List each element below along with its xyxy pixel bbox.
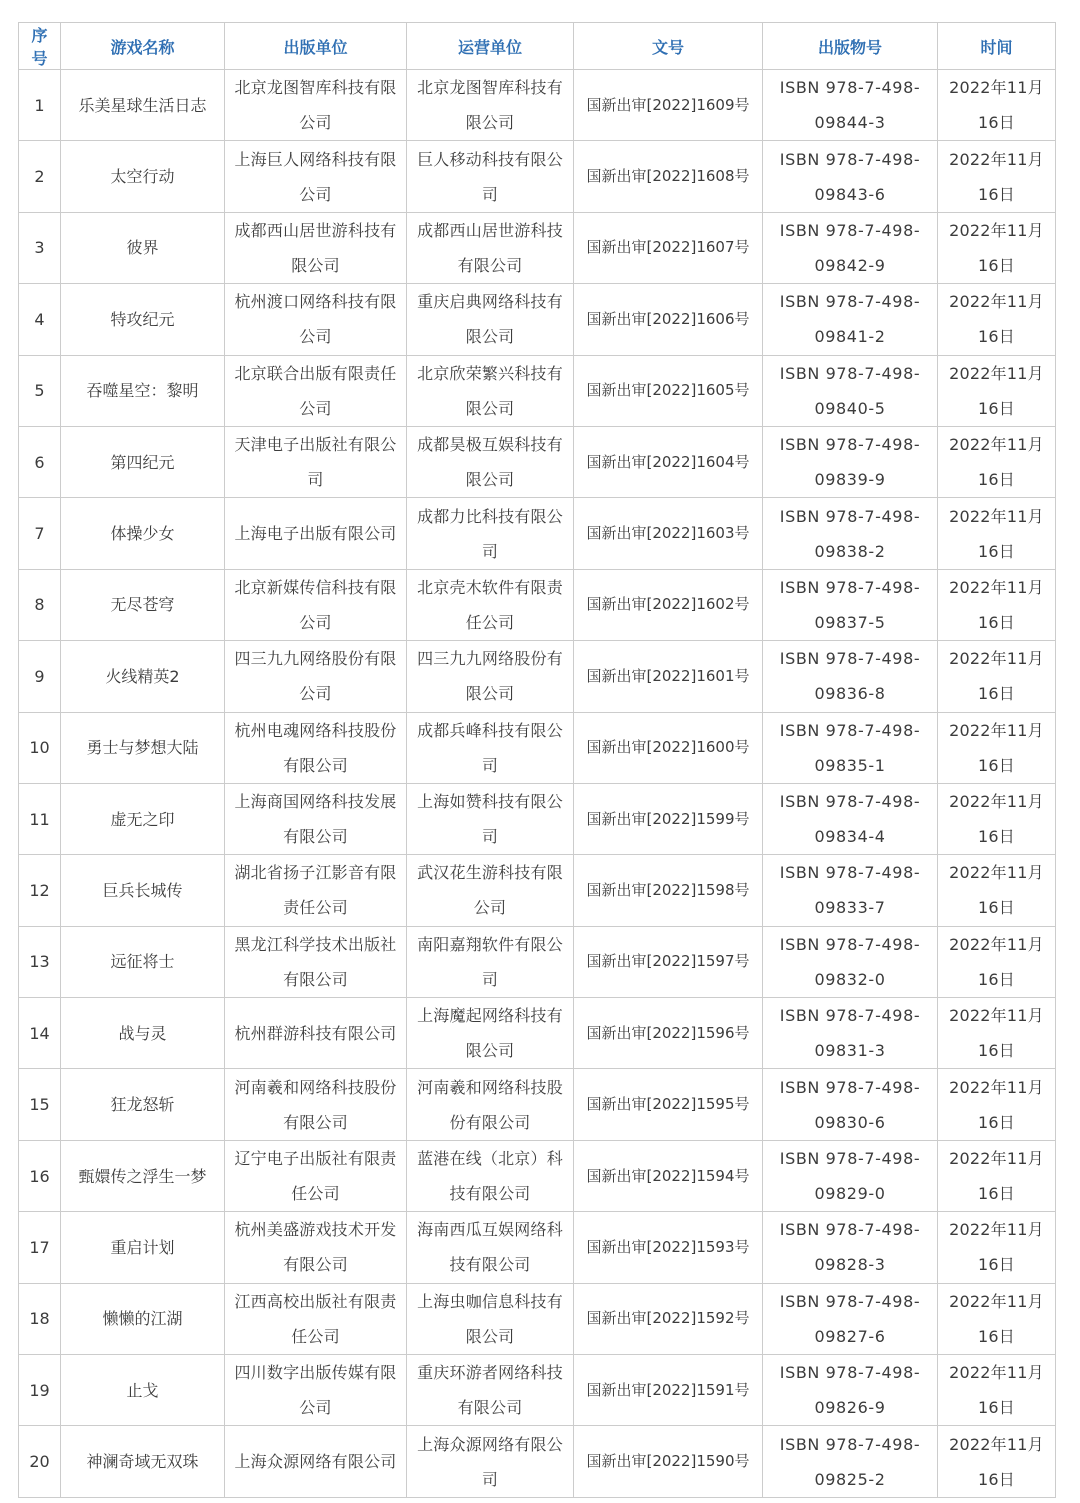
cell-document-number: 国新出审[2022]1591号 bbox=[574, 1355, 763, 1426]
cell-game-name: 懒懒的江湖 bbox=[61, 1283, 225, 1354]
header-cell-game-name: 游戏名称 bbox=[61, 23, 225, 70]
cell-index: 6 bbox=[19, 426, 61, 497]
cell-game-name: 特攻纪元 bbox=[61, 284, 225, 355]
cell-index: 13 bbox=[19, 926, 61, 997]
cell-date: 2022年11月16日 bbox=[938, 855, 1056, 926]
cell-publication-number: ISBN 978-7-498-09834-4 bbox=[763, 783, 938, 854]
cell-publisher: 四川数字出版传媒有限公司 bbox=[225, 1355, 407, 1426]
table-row bbox=[19, 70, 1056, 141]
cell-publisher: 杭州电魂网络科技股份有限公司 bbox=[225, 712, 407, 783]
cell-document-number: 国新出审[2022]1595号 bbox=[574, 1069, 763, 1140]
cell-publisher: 杭州渡口网络科技有限公司 bbox=[225, 284, 407, 355]
cell-document-number: 国新出审[2022]1598号 bbox=[574, 855, 763, 926]
table-row bbox=[19, 1140, 1056, 1211]
cell-document-number: 国新出审[2022]1596号 bbox=[574, 998, 763, 1069]
cell-operator: 上海虫咖信息科技有限公司 bbox=[407, 1283, 574, 1354]
cell-publisher: 杭州美盛游戏技术开发有限公司 bbox=[225, 1212, 407, 1283]
cell-index: 14 bbox=[19, 998, 61, 1069]
cell-date: 2022年11月16日 bbox=[938, 1212, 1056, 1283]
header-cell-operator: 运营单位 bbox=[407, 23, 574, 70]
cell-publisher: 上海众源网络有限公司 bbox=[225, 1426, 407, 1497]
table-row bbox=[19, 569, 1056, 640]
cell-operator: 重庆启典网络科技有限公司 bbox=[407, 284, 574, 355]
cell-publication-number: ISBN 978-7-498-09843-6 bbox=[763, 141, 938, 212]
cell-game-name: 体操少女 bbox=[61, 498, 225, 569]
cell-index: 20 bbox=[19, 1426, 61, 1497]
table-row bbox=[19, 1355, 1056, 1426]
cell-operator: 海南西瓜互娱网络科技有限公司 bbox=[407, 1212, 574, 1283]
table-row bbox=[19, 284, 1056, 355]
cell-index: 16 bbox=[19, 1140, 61, 1211]
cell-publisher: 天津电子出版社有限公司 bbox=[225, 426, 407, 497]
cell-game-name: 虚无之印 bbox=[61, 783, 225, 854]
cell-publication-number: ISBN 978-7-498-09827-6 bbox=[763, 1283, 938, 1354]
cell-publication-number: ISBN 978-7-498-09844-3 bbox=[763, 70, 938, 141]
cell-index: 12 bbox=[19, 855, 61, 926]
cell-publisher: 上海巨人网络科技有限公司 bbox=[225, 141, 407, 212]
cell-document-number: 国新出审[2022]1604号 bbox=[574, 426, 763, 497]
cell-operator: 巨人移动科技有限公司 bbox=[407, 141, 574, 212]
header-cell-publisher: 出版单位 bbox=[225, 23, 407, 70]
cell-operator: 武汉花生游科技有限公司 bbox=[407, 855, 574, 926]
cell-publisher: 成都西山居世游科技有限公司 bbox=[225, 212, 407, 283]
cell-date: 2022年11月16日 bbox=[938, 1140, 1056, 1211]
cell-operator: 蓝港在线（北京）科技有限公司 bbox=[407, 1140, 574, 1211]
cell-game-name: 远征将士 bbox=[61, 926, 225, 997]
cell-publication-number: ISBN 978-7-498-09837-5 bbox=[763, 569, 938, 640]
cell-date: 2022年11月16日 bbox=[938, 712, 1056, 783]
cell-document-number: 国新出审[2022]1608号 bbox=[574, 141, 763, 212]
cell-game-name: 止戈 bbox=[61, 1355, 225, 1426]
table-row bbox=[19, 998, 1056, 1069]
cell-game-name: 乐美星球生活日志 bbox=[61, 70, 225, 141]
cell-date: 2022年11月16日 bbox=[938, 1426, 1056, 1497]
cell-game-name: 火线精英2 bbox=[61, 641, 225, 712]
table-row bbox=[19, 1426, 1056, 1497]
header-cell-index: 序号 bbox=[19, 23, 61, 70]
table-row bbox=[19, 498, 1056, 569]
cell-game-name: 勇士与梦想大陆 bbox=[61, 712, 225, 783]
cell-document-number: 国新出审[2022]1603号 bbox=[574, 498, 763, 569]
header-cell-document-number: 文号 bbox=[574, 23, 763, 70]
cell-game-name: 战与灵 bbox=[61, 998, 225, 1069]
cell-date: 2022年11月16日 bbox=[938, 70, 1056, 141]
table-row bbox=[19, 426, 1056, 497]
cell-operator: 重庆环游者网络科技有限公司 bbox=[407, 1355, 574, 1426]
cell-operator: 成都力比科技有限公司 bbox=[407, 498, 574, 569]
cell-publisher: 上海电子出版有限公司 bbox=[225, 498, 407, 569]
cell-index: 15 bbox=[19, 1069, 61, 1140]
cell-publication-number: ISBN 978-7-498-09832-0 bbox=[763, 926, 938, 997]
table-row bbox=[19, 712, 1056, 783]
table-row bbox=[19, 783, 1056, 854]
header-cell-date: 时间 bbox=[938, 23, 1056, 70]
table-header-row bbox=[19, 23, 1056, 70]
cell-index: 19 bbox=[19, 1355, 61, 1426]
cell-document-number: 国新出审[2022]1590号 bbox=[574, 1426, 763, 1497]
cell-publisher: 河南羲和网络科技股份有限公司 bbox=[225, 1069, 407, 1140]
cell-operator: 上海众源网络有限公司 bbox=[407, 1426, 574, 1497]
cell-publication-number: ISBN 978-7-498-09838-2 bbox=[763, 498, 938, 569]
cell-document-number: 国新出审[2022]1607号 bbox=[574, 212, 763, 283]
cell-date: 2022年11月16日 bbox=[938, 569, 1056, 640]
cell-index: 17 bbox=[19, 1212, 61, 1283]
cell-operator: 上海魔起网络科技有限公司 bbox=[407, 998, 574, 1069]
table-row bbox=[19, 141, 1056, 212]
cell-publisher: 上海商国网络科技发展有限公司 bbox=[225, 783, 407, 854]
cell-publisher: 北京新媒传信科技有限公司 bbox=[225, 569, 407, 640]
cell-game-name: 巨兵长城传 bbox=[61, 855, 225, 926]
header-cell-publication-number: 出版物号 bbox=[763, 23, 938, 70]
table-row bbox=[19, 641, 1056, 712]
cell-index: 18 bbox=[19, 1283, 61, 1354]
cell-game-name: 吞噬星空：黎明 bbox=[61, 355, 225, 426]
cell-document-number: 国新出审[2022]1606号 bbox=[574, 284, 763, 355]
cell-operator: 成都昊极互娱科技有限公司 bbox=[407, 426, 574, 497]
cell-operator: 河南羲和网络科技股份有限公司 bbox=[407, 1069, 574, 1140]
cell-operator: 成都兵峰科技有限公司 bbox=[407, 712, 574, 783]
cell-publisher: 辽宁电子出版社有限责任公司 bbox=[225, 1140, 407, 1211]
cell-index: 7 bbox=[19, 498, 61, 569]
cell-publisher: 四三九九网络股份有限公司 bbox=[225, 641, 407, 712]
cell-document-number: 国新出审[2022]1601号 bbox=[574, 641, 763, 712]
cell-game-name: 神澜奇域无双珠 bbox=[61, 1426, 225, 1497]
cell-index: 1 bbox=[19, 70, 61, 141]
cell-publication-number: ISBN 978-7-498-09826-9 bbox=[763, 1355, 938, 1426]
table-row bbox=[19, 1069, 1056, 1140]
cell-date: 2022年11月16日 bbox=[938, 141, 1056, 212]
cell-date: 2022年11月16日 bbox=[938, 426, 1056, 497]
table-row bbox=[19, 355, 1056, 426]
cell-date: 2022年11月16日 bbox=[938, 1355, 1056, 1426]
cell-document-number: 国新出审[2022]1605号 bbox=[574, 355, 763, 426]
cell-index: 10 bbox=[19, 712, 61, 783]
cell-date: 2022年11月16日 bbox=[938, 284, 1056, 355]
table-row bbox=[19, 1283, 1056, 1354]
cell-game-name: 第四纪元 bbox=[61, 426, 225, 497]
cell-operator: 成都西山居世游科技有限公司 bbox=[407, 212, 574, 283]
cell-date: 2022年11月16日 bbox=[938, 1069, 1056, 1140]
cell-document-number: 国新出审[2022]1592号 bbox=[574, 1283, 763, 1354]
cell-publication-number: ISBN 978-7-498-09840-5 bbox=[763, 355, 938, 426]
cell-game-name: 彼界 bbox=[61, 212, 225, 283]
cell-operator: 四三九九网络股份有限公司 bbox=[407, 641, 574, 712]
cell-date: 2022年11月16日 bbox=[938, 783, 1056, 854]
cell-publisher: 黑龙江科学技术出版社有限公司 bbox=[225, 926, 407, 997]
cell-index: 4 bbox=[19, 284, 61, 355]
cell-publisher: 湖北省扬子江影音有限责任公司 bbox=[225, 855, 407, 926]
cell-publisher: 杭州群游科技有限公司 bbox=[225, 998, 407, 1069]
cell-date: 2022年11月16日 bbox=[938, 1283, 1056, 1354]
cell-game-name: 太空行动 bbox=[61, 141, 225, 212]
table-row bbox=[19, 926, 1056, 997]
cell-publication-number: ISBN 978-7-498-09831-3 bbox=[763, 998, 938, 1069]
cell-index: 3 bbox=[19, 212, 61, 283]
cell-game-name: 无尽苍穹 bbox=[61, 569, 225, 640]
cell-publication-number: ISBN 978-7-498-09825-2 bbox=[763, 1426, 938, 1497]
cell-game-name: 重启计划 bbox=[61, 1212, 225, 1283]
cell-date: 2022年11月16日 bbox=[938, 498, 1056, 569]
cell-index: 11 bbox=[19, 783, 61, 854]
cell-document-number: 国新出审[2022]1609号 bbox=[574, 70, 763, 141]
cell-index: 9 bbox=[19, 641, 61, 712]
cell-publication-number: ISBN 978-7-498-09829-0 bbox=[763, 1140, 938, 1211]
cell-document-number: 国新出审[2022]1602号 bbox=[574, 569, 763, 640]
cell-document-number: 国新出审[2022]1593号 bbox=[574, 1212, 763, 1283]
cell-date: 2022年11月16日 bbox=[938, 926, 1056, 997]
cell-publication-number: ISBN 978-7-498-09839-9 bbox=[763, 426, 938, 497]
cell-date: 2022年11月16日 bbox=[938, 355, 1056, 426]
cell-date: 2022年11月16日 bbox=[938, 212, 1056, 283]
cell-game-name: 狂龙怒斩 bbox=[61, 1069, 225, 1140]
cell-operator: 北京欣荣繁兴科技有限公司 bbox=[407, 355, 574, 426]
cell-date: 2022年11月16日 bbox=[938, 641, 1056, 712]
cell-operator: 北京龙图智库科技有限公司 bbox=[407, 70, 574, 141]
cell-document-number: 国新出审[2022]1594号 bbox=[574, 1140, 763, 1211]
game-approval-table bbox=[18, 22, 1056, 1498]
cell-publication-number: ISBN 978-7-498-09836-8 bbox=[763, 641, 938, 712]
cell-document-number: 国新出审[2022]1599号 bbox=[574, 783, 763, 854]
cell-index: 8 bbox=[19, 569, 61, 640]
cell-publisher: 北京联合出版有限责任公司 bbox=[225, 355, 407, 426]
cell-operator: 南阳嘉翔软件有限公司 bbox=[407, 926, 574, 997]
cell-publication-number: ISBN 978-7-498-09828-3 bbox=[763, 1212, 938, 1283]
cell-operator: 北京壳木软件有限责任公司 bbox=[407, 569, 574, 640]
cell-operator: 上海如赞科技有限公司 bbox=[407, 783, 574, 854]
table-body bbox=[19, 70, 1056, 1498]
cell-publication-number: ISBN 978-7-498-09830-6 bbox=[763, 1069, 938, 1140]
cell-publication-number: ISBN 978-7-498-09841-2 bbox=[763, 284, 938, 355]
cell-publication-number: ISBN 978-7-498-09833-7 bbox=[763, 855, 938, 926]
cell-index: 5 bbox=[19, 355, 61, 426]
cell-publication-number: ISBN 978-7-498-09835-1 bbox=[763, 712, 938, 783]
cell-publisher: 北京龙图智库科技有限公司 bbox=[225, 70, 407, 141]
cell-document-number: 国新出审[2022]1597号 bbox=[574, 926, 763, 997]
cell-game-name: 甄嬛传之浮生一梦 bbox=[61, 1140, 225, 1211]
table-row bbox=[19, 855, 1056, 926]
cell-publication-number: ISBN 978-7-498-09842-9 bbox=[763, 212, 938, 283]
cell-date: 2022年11月16日 bbox=[938, 998, 1056, 1069]
table-row bbox=[19, 212, 1056, 283]
cell-index: 2 bbox=[19, 141, 61, 212]
cell-publisher: 江西高校出版社有限责任公司 bbox=[225, 1283, 407, 1354]
table-row bbox=[19, 1212, 1056, 1283]
cell-document-number: 国新出审[2022]1600号 bbox=[574, 712, 763, 783]
